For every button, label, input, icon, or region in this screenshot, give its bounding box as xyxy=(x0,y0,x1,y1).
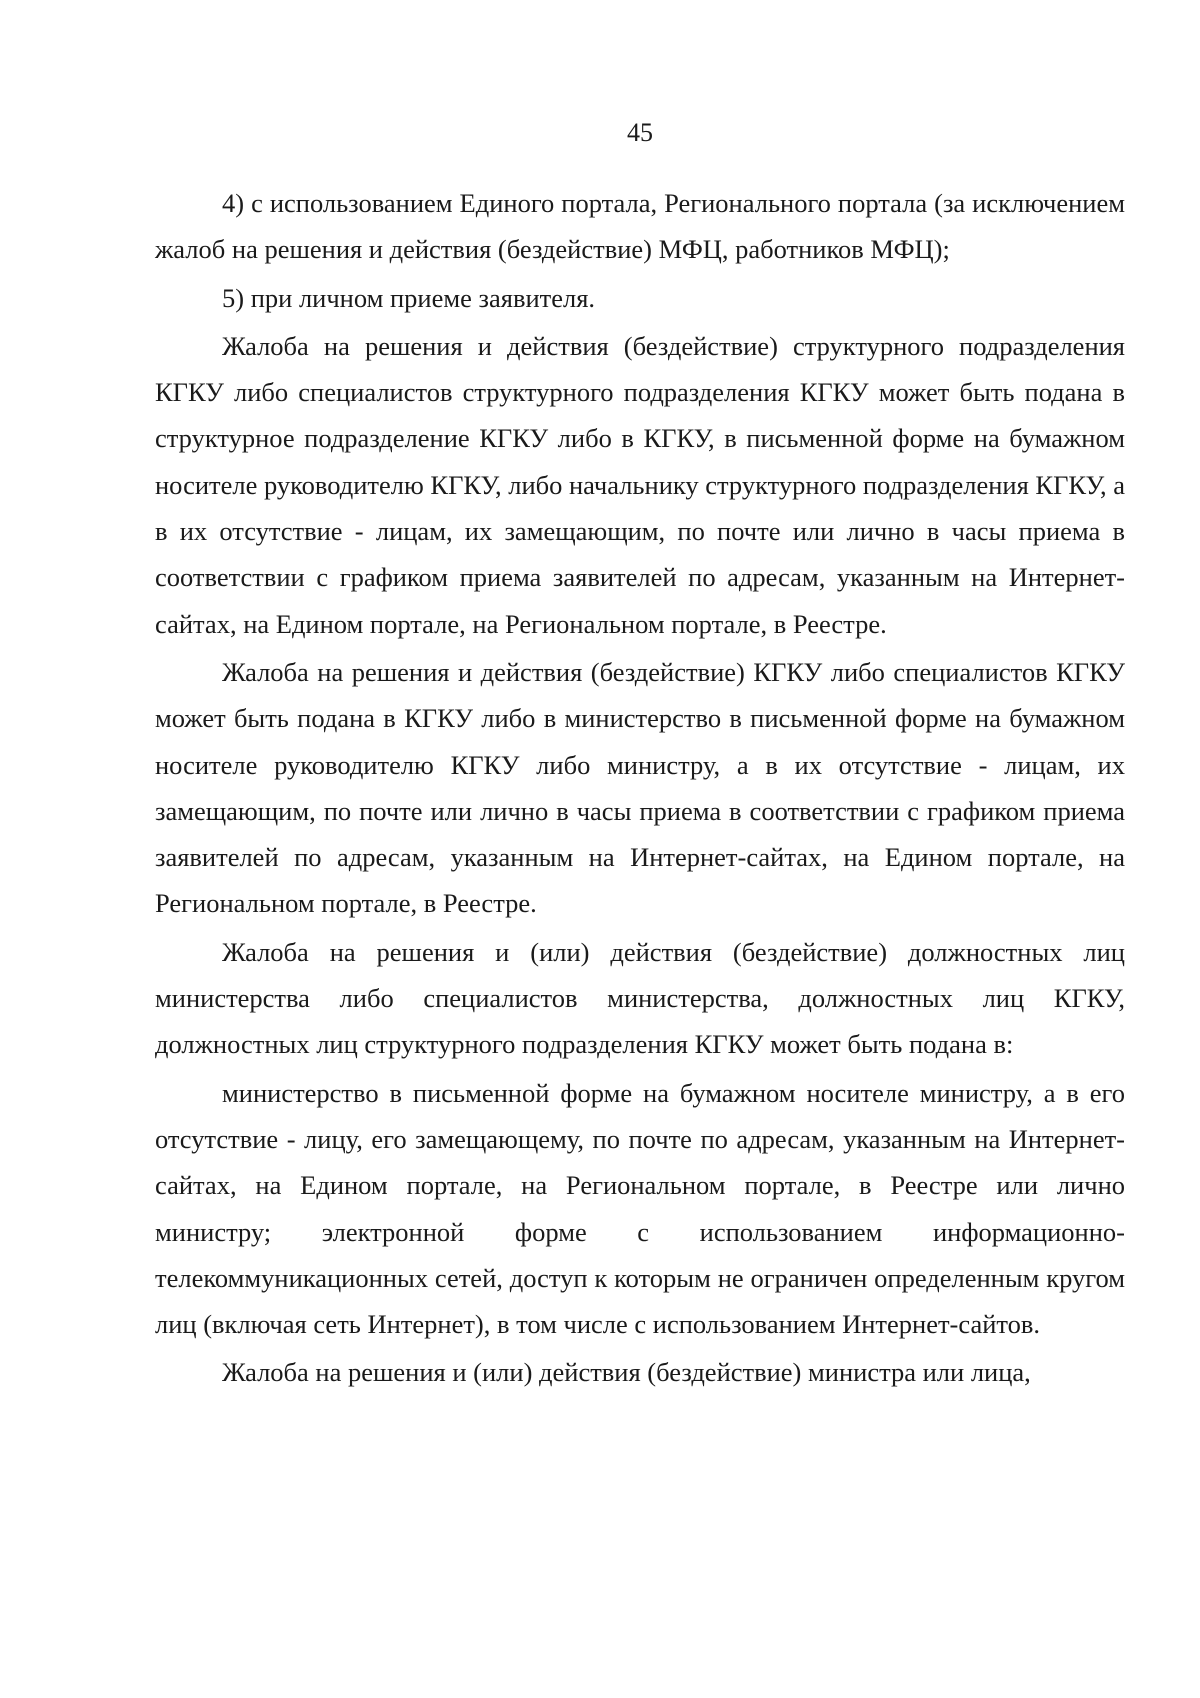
paragraph-complaint-officials: Жалоба на решения и (или) действия (бездействие) должностных лиц министерства либо специалистов министерства, должностных лиц КГКУ, должностных лиц структурного подразделения КГКУ может быть подана в: xyxy=(155,936,1125,1060)
page-number: 45 xyxy=(627,118,653,147)
paragraph-ministry-submission: министерство в письменной форме на бумажном носителе министру, а в его отсутствие - лицу, его замещающему, по почте по адресам, указанным на Интернет-сайтах, на Едином портале, на Региональном портале, в Реестре или лично министру; электронной форме с использованием информационно-телекоммуникационных сетей, доступ к которым не ограничен определенным кругом лиц (включая сеть Интернет), в том числе с использованием Интернет-сайтов. xyxy=(155,1077,1125,1340)
paragraph-complaint-structural-unit: Жалоба на решения и действия (бездействие) структурного подразделения КГКУ либо специалистов структурного подразделения КГКУ может быть подана в структурное подразделение КГКУ либо в КГКУ, в письменной форме на бумажном носителе руководителю КГКУ, либо начальнику структурного подразделения КГКУ, а в их отсутствие - лицам, их замещающим, по почте или лично в часы приема в соответствии с графиком приема заявителей по адресам, указанным на Интернет-сайтах, на Едином портале, на Региональном портале, в Реестре. xyxy=(155,330,1125,639)
document-body xyxy=(155,180,1125,1396)
paragraph-complaint-kgku: Жалоба на решения и действия (бездействие) КГКУ либо специалистов КГКУ может быть подана в КГКУ либо в министерство в письменной форме на бумажном носителе руководителю КГКУ либо министру, а в их отсутствие - лицам, их замещающим, по почте или лично в часы приема в соответствии с графиком приема заявителей по адресам, указанным на Интернет-сайтах, на Едином портале, на Региональном портале, в Реестре. xyxy=(155,656,1125,919)
paragraph-complaint-minister: Жалоба на решения и (или) действия (бездействие) министра или лица, xyxy=(222,1357,1031,1388)
paragraph-item-4: 4) с использованием Единого портала, Регионального портала (за исключением жалоб на решения и действия (бездействие) МФЦ, работников МФЦ); xyxy=(155,188,1125,265)
paragraph-item-5: 5) при личном приеме заявителя. xyxy=(222,282,596,313)
